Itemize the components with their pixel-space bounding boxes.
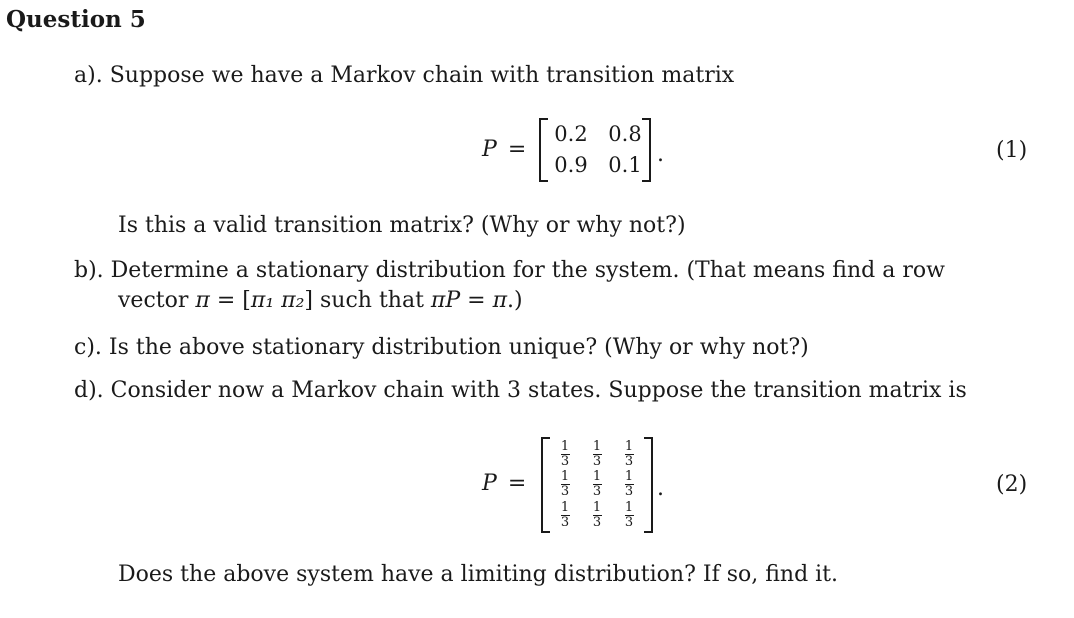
fraction-denominator: 3 — [624, 484, 634, 500]
eq1-lhs — [482, 137, 526, 163]
fraction-denominator: 3 — [560, 453, 570, 469]
matrix-cell: 0.9 — [554, 152, 588, 177]
part-b-text: vector — [118, 288, 196, 313]
fraction-denominator: 3 — [592, 515, 602, 531]
eq2-period: . — [657, 476, 664, 501]
part-c-line — [74, 335, 809, 361]
fraction-numerator: 1 — [592, 438, 602, 454]
part-b-line1 — [74, 258, 945, 284]
fraction-denominator: 3 — [592, 453, 602, 469]
part-b-text: Determine a stationary distribution for the system. (That means find a row — [110, 258, 945, 283]
fraction-numerator: 1 — [624, 438, 634, 454]
question-title: Question 5 — [6, 6, 146, 33]
part-b-label: b). — [74, 258, 104, 283]
fraction-one-third — [581, 470, 613, 501]
fraction-numerator: 1 — [624, 469, 634, 485]
eq2-lhs — [482, 471, 526, 497]
fraction-one-third — [549, 470, 581, 501]
part-d-text: Consider now a Markov chain with 3 states. Suppose the transition matrix is — [110, 378, 967, 403]
eq2-number: (2) — [996, 472, 1028, 497]
fraction-one-third — [613, 500, 645, 531]
eq1-equals: = — [507, 137, 527, 162]
part-c-text: Is the above stationary distribution unique? (Why or why not?) — [108, 335, 809, 360]
part-a-text: Suppose we have a Markov chain with transition matrix — [109, 63, 735, 88]
part-a-question: Is this a valid transition matrix? (Why or why not?) — [118, 213, 686, 238]
fraction-numerator: 1 — [592, 500, 602, 516]
fraction-one-third — [549, 439, 581, 470]
fraction-one-third — [613, 439, 645, 470]
fraction-numerator: 1 — [592, 469, 602, 485]
part-b-text: = [ — [209, 288, 251, 313]
part-d-label: d). — [74, 378, 104, 403]
fraction-one-third — [613, 470, 645, 501]
part-b-line2 — [118, 288, 523, 314]
fraction-one-third — [581, 439, 613, 470]
fraction-denominator: 3 — [624, 515, 634, 531]
stationary-equation: πP = π — [430, 288, 508, 313]
part-b-text: ] such that — [304, 288, 431, 313]
transition-matrix-3x3 — [541, 437, 653, 533]
eq1-number: (1) — [996, 138, 1028, 163]
eq1-period: . — [657, 142, 664, 167]
fraction-numerator: 1 — [560, 438, 570, 454]
matrix-cell: 0.1 — [608, 152, 642, 177]
part-a-label: a). — [74, 63, 103, 88]
fraction-denominator: 3 — [560, 515, 570, 531]
eq2-matrix-name: P — [482, 471, 497, 496]
fraction-numerator: 1 — [624, 500, 634, 516]
fraction-denominator: 3 — [560, 484, 570, 500]
transition-matrix-2x2 — [539, 118, 651, 182]
fraction-denominator: 3 — [592, 484, 602, 500]
fraction-numerator: 1 — [560, 469, 570, 485]
eq2-equals: = — [507, 471, 527, 496]
part-a-line — [74, 63, 734, 89]
fraction-one-third — [549, 500, 581, 531]
eq1-matrix-name: P — [482, 137, 497, 162]
part-d-question: Does the above system have a limiting distribution? If so, find it. — [118, 562, 839, 587]
matrix-cell: 0.8 — [608, 122, 642, 146]
pi-symbol: π — [195, 288, 210, 313]
fraction-denominator: 3 — [624, 453, 634, 469]
fraction-numerator: 1 — [560, 500, 570, 516]
part-b-text: .) — [507, 288, 523, 313]
pi-components: π₁ π₂ — [250, 288, 305, 313]
fraction-one-third — [581, 500, 613, 531]
part-d-line — [74, 378, 967, 404]
part-c-label: c). — [74, 335, 102, 360]
matrix-cell: 0.2 — [554, 122, 588, 146]
